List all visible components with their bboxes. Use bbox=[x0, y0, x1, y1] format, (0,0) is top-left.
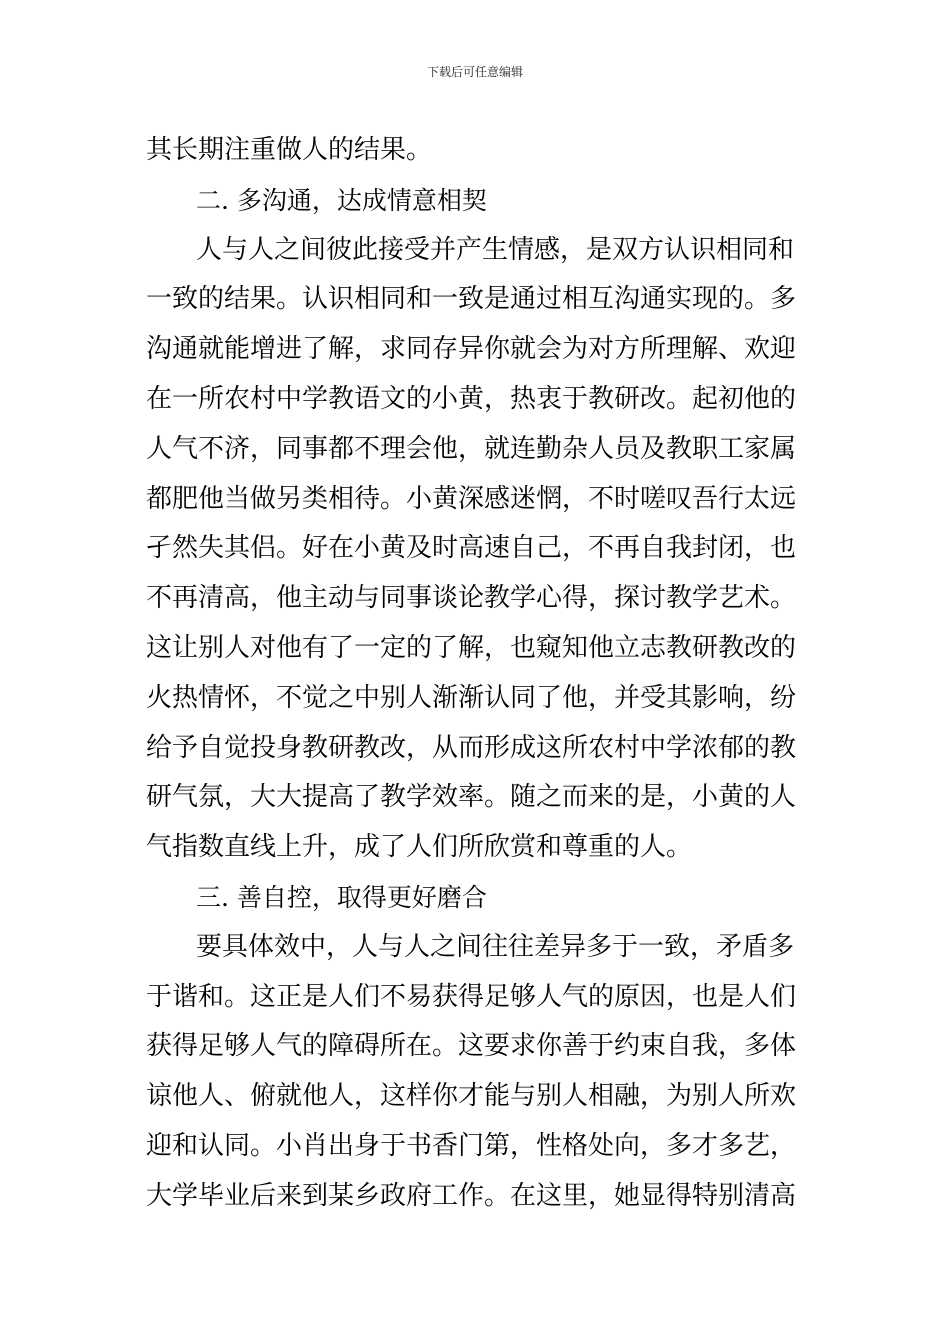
text-line: 人与人之间彼此接受并产生情感，是双方认识相同和 bbox=[196, 234, 795, 265]
text-line: 于谐和。这正是人们不易获得足够人气的原因，也是人们 bbox=[146, 981, 797, 1012]
text-line: 都肥他当做另类相待。小黄深感迷惘，不时嗟叹吾行太远 bbox=[146, 483, 797, 514]
text-line: 人气不济，同事都不理会他，就连勤杂人员及教职工家属 bbox=[146, 433, 797, 464]
page-header: 下载后可任意编辑 bbox=[426, 65, 523, 79]
text-line: 这让别人对他有了一定的了解，也窥知他立志教研教改的 bbox=[146, 632, 797, 663]
document-body bbox=[146, 126, 806, 1222]
text-line: 迎和认同。小肖出身于书香门第，性格处向，多才多艺， bbox=[146, 1130, 797, 1161]
text-line: 给予自觉投身教研教改，从而形成这所农村中学浓郁的教 bbox=[146, 732, 797, 763]
section-heading: 二. 多沟通，达成情意相契 bbox=[196, 185, 487, 215]
text-line: 获得足够人气的障碍所在。这要求你善于约束自我，多体 bbox=[146, 1031, 797, 1062]
text-line: 火热情怀，不觉之中别人渐渐认同了他，并受其影响，纷 bbox=[146, 682, 797, 713]
text-line: 其长期注重做人的结果。 bbox=[146, 135, 433, 165]
text-line: 研气氛，大大提高了教学效率。随之而来的是，小黄的人 bbox=[146, 782, 797, 813]
text-line: 一致的结果。认识相同和一致是通过相互沟通实现的。多 bbox=[146, 284, 797, 315]
text-line: 要具体效中，人与人之间往往差异多于一致，矛盾多 bbox=[196, 931, 795, 962]
text-line: 不再清高，他主动与同事谈论教学心得，探讨教学艺术。 bbox=[146, 583, 797, 614]
text-line: 孑然失其侣。好在小黄及时高速自己，不再自我封闭，也 bbox=[146, 533, 797, 564]
text-line: 谅他人、俯就他人，这样你才能与别人相融，为别人所欢 bbox=[146, 1081, 797, 1112]
text-line: 沟通就能增进了解，求同存异你就会为对方所理解、欢迎 bbox=[146, 334, 797, 365]
section-heading: 三. 善自控，取得更好磨合 bbox=[196, 882, 487, 912]
text-line: 气指数直线上升，成了人们所欣赏和尊重的人。 bbox=[146, 832, 693, 863]
text-line: 大学毕业后来到某乡政府工作。在这里，她显得特别清高 bbox=[146, 1180, 797, 1211]
text-line: 在一所农村中学教语文的小黄，热衷于教研改。起初他的 bbox=[146, 383, 797, 414]
